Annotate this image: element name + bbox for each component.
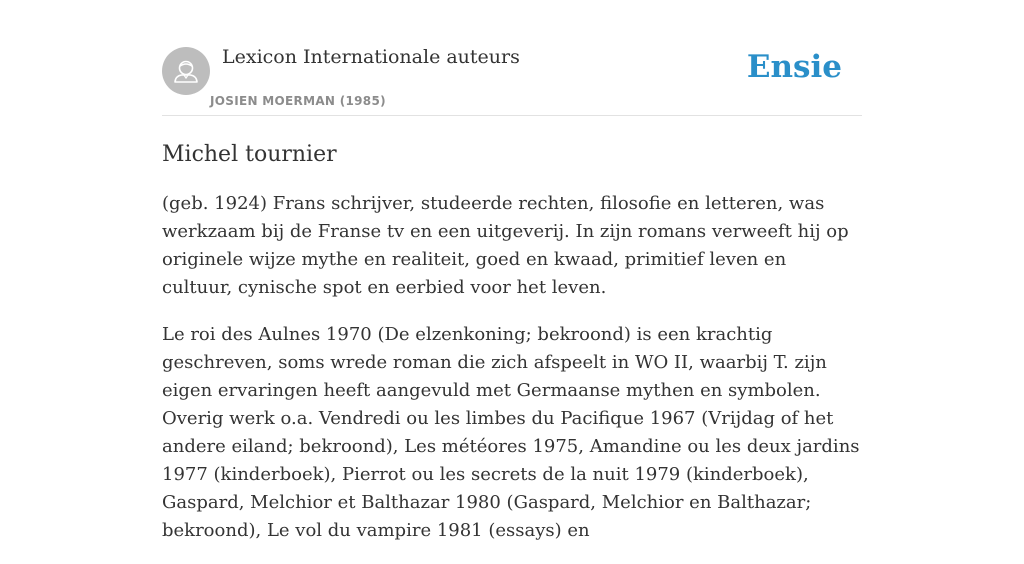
entry-content — [162, 138, 862, 564]
source-title[interactable]: Lexicon Internationale auteurs — [222, 46, 520, 68]
source-header — [162, 40, 862, 116]
entry-paragraph: Le roi des Aulnes 1970 (De elzenkoning; bekroond) is een krachtig geschreven, soms wrede roman die zich afspeelt in WO II, waarbij T. zijn eigen ervaringen heeft aangevuld met Germaanse mythen en symbolen. Overig werk o.a. Vendredi ou les limbes du Pacifique 1967 (Vrijdag of het andere eiland; bekroond), Les météores 1975, Amandine ou les deux jardins 1977 (kinderboek), Pierrot ou les secrets de la nuit 1979 (kinderboek), Gaspard, Melchior et Balthazar 1980 (Gaspard, Melchior en Balthazar; bekroond), Le vol du vampire 1981 (essays) en — [162, 324, 860, 541]
author-credit[interactable]: JOSIEN MOERMAN (1985) — [210, 94, 386, 108]
user-icon — [162, 47, 210, 95]
entry-paragraph: (geb. 1924) Frans schrijver, studeerde rechten, filosofie en letteren, was werkzaam bij de Franse tv en een uitgeverij. In zijn romans verweeft hij op originele wijze mythe en realiteit, goed en kwaad, primitief leven en cultuur, cynische spot en eerbied voor het leven. — [162, 193, 849, 298]
avatar[interactable] — [162, 47, 210, 95]
entry-title: Michel tournier — [162, 142, 337, 167]
brand-logo[interactable]: Ensie — [746, 49, 842, 85]
